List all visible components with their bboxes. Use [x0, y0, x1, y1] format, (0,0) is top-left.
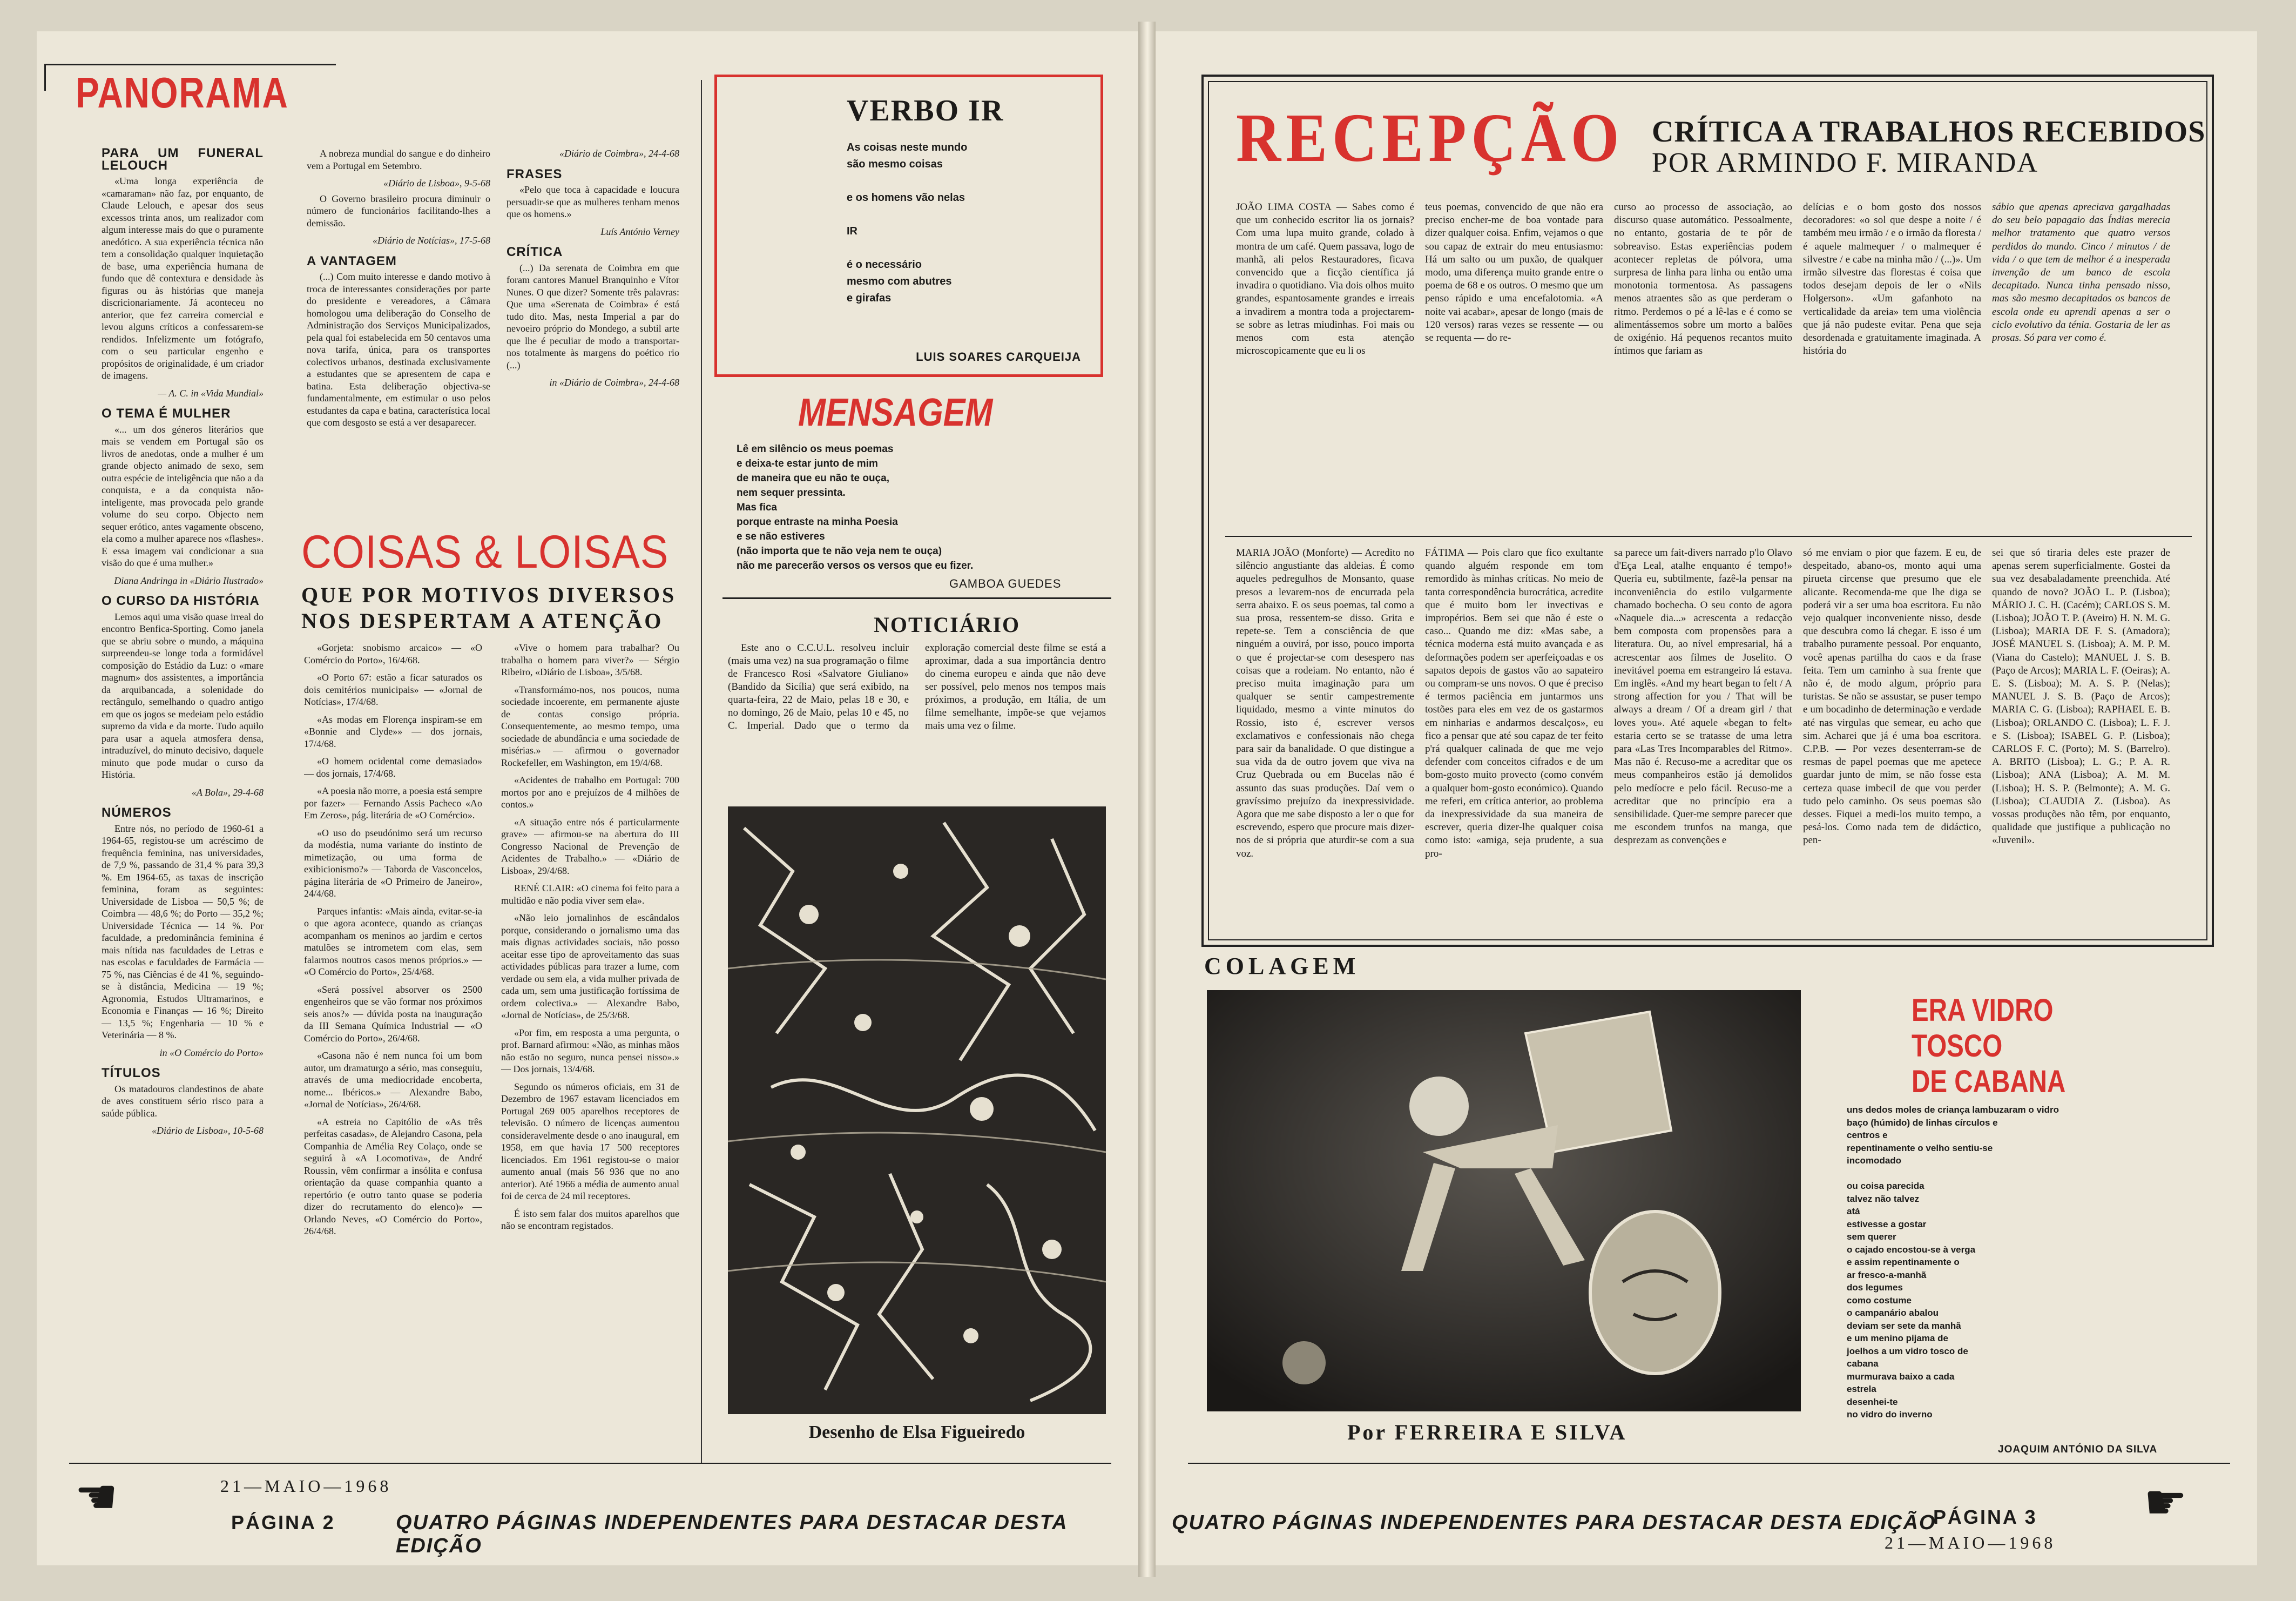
- coisas-loisas-column-2: [501, 642, 679, 1468]
- critica-reply-column-4: só me enviam o pior que fazem. E eu, de despeitado, abano-os, monto aqui uma pirueta circense que presumo que ele alicante. Recomenda-me que lhe diga se poderá vir a ser uma boa escritora. Eu não vejo qualquer inconveniente nisso, desde que descubra como lá chegar. E isso é um trabalho puramente pessoal. Por enquanto, você apenas partilha do caos e da frase feita. Tem um caminho à sua frente que não é, de modo algum, próprio para turistas. Se não se assustar, se puser tempo e um bocadinho de determinação e verdade até nas virgulas que semear, eu acho que sim. Acharei que já é uma boa escritora. C.P.B. — Por vezes desenterram-se de resmas de papel poemas que me apetece guardar junto de mim, se não fosse esta certeza quase imbecil de que vou perder tudo pelo caminho. Os seus poemas são desses. Fiquei a medi-los muito tempo, a pesá-los. Como nada tem de didáctico, pen-: [1803, 547, 1981, 846]
- panorama-column-2: [307, 147, 490, 504]
- mensagem-title: MENSAGEM: [798, 391, 993, 434]
- coisas-loisas-title: COISAS & LOISAS: [301, 526, 669, 578]
- panorama-column-1: [102, 147, 264, 1460]
- section-source: Diana Andringa in «Diário Ilustrado»: [114, 575, 264, 586]
- drawing-caption: Desenho de Elsa Figueiredo: [808, 1422, 1025, 1442]
- era-vidro-title-line: DE CABANA: [1912, 1064, 2066, 1099]
- section-title: A VANTAGEM: [307, 253, 397, 268]
- section-text: Os matadouros clandestinos de abate de aves constituem sério risco para a saúde pública.: [102, 1083, 264, 1119]
- quote-item: «A estreia no Capitólio de «As três perfeitas casadas», de Alejandro Casona, pela Companhia de Amélia Rey Colaço, onde se seguirá à «A Locomotiva», de André Roussin, vêm confirmar a insólita e confusa orientação da quase companhia quanto a repertório (e outro tanto quase se poderia dizer do recrutamento do elenco)» — Orlando Neves, «O Comércio do Porto», 26/4/68.: [304, 1116, 482, 1236]
- era-vidro-poem: uns dedos moles de criança lambuzaram o vidro baço (húmido) de linhas círculos e centros e repentinamente o velho sentiu-se incomodado ou coisa parecida talvez não talvez atá estivesse a gostar sem querer o cajado encostou-se à verga e assim repentinamente o ar fresco-a-manhã dos legumes como costume o campanário abalou deviam ser sete da manhã e um menino pijama de joelhos a um vidro tosco de cabana murmurava baixo a cada estrela desenhei-te no vidro do inverno: [1847, 1105, 2059, 1420]
- divider: [44, 64, 336, 65]
- section-source: in «Diário de Coimbra», 24-4-68: [549, 377, 679, 388]
- section-text: (...) Da serenata de Coimbra em que foram cantores Manuel Branquinho e Vítor Nunes. O que dizer? Somente três palavras: Que uma «Serenata de Coimbra» é está tudo dito. Mas, nesta Imperial a par do nevoeiro próprio do Mondego, a subtil arte que lhe é peculiar de modo a transportar-nos totalmente às margens do poético rio (...): [507, 262, 679, 371]
- quote-item: «Transformámo-nos, nos poucos, numa sociedade incoerente, em permanente ajuste de contas consigo própria. Consequentemente, ao mesmo tempo, uma sociedade de abundância e uma sociedade de misérias.» — afirmou o governador Rockefeller, em Washington, em 19/4/68.: [501, 684, 679, 768]
- item-source: «Diário de Notícias», 17-5-68: [373, 235, 490, 246]
- coisas-loisas-subtitle: QUE POR MOTIVOS DIVERSOS: [301, 583, 677, 607]
- critica-reply-column-3: sa parece um fait-divers narrado p'lo Olavo d'Eça Leal, atalhe enquanto é tempo!» Queria eu, subtilmente, fazê-la pensar na inconveniência do estilo vulgarmente chamado bochecha. O seu conto de agora «Naquele dia...» acrescenta a redacção bem composta com propensões para a literatura. Ou, ao nível empresarial, há a acrescentar aos filmes de Joselito. O inevitável poema em estrangeiro lá estava. Em inglês. «And my heart began to felt / A strong affection for you / That will be always a dream / Of a dream girl / that loves you». Até aquele «began to felt» estaria certo se se tratasse de uma letra para «Las Tres Incomparables del Ritmo». Mas não é. Recuso-me a acreditar que os meus companheiros estão já demolidos pelo medíocre e pelo fácil. Recuso-me a acreditar que no princípio era a sensibilidade. Quer-me sempre parecer que me escondem trunfos na manga, que desprezam as convenções e: [1614, 547, 1792, 846]
- section-source: — A. C. in «Vida Mundial»: [158, 387, 264, 399]
- item-text: O Governo brasileiro procura diminuir o número de funcionários facilitando-lhes a demissão.: [307, 193, 490, 228]
- quote-item: É isto sem falar dos muitos aparelhos que não se encontram registados.: [501, 1208, 679, 1231]
- recepcao-title: RECEPÇÃO: [1236, 99, 1624, 176]
- issue-date: 21—MAIO—1968: [220, 1476, 392, 1496]
- divider: [1188, 1463, 2230, 1464]
- section-text: Entre nós, no período de 1960-61 a 1964-65, registou-se um acréscimo de frequência feminina, nas universidades, de 7,9 %, passando de 31,4 % para 39,3 %. Em 1964-65, as taxas de inscrição feminina, foram as seguintes: Universidade de Lisboa — 50,5 %; de Coimbra — 48,6 %; do Porto — 35,2 %; Universidade Técnica — 14 %. Por faculdade, a predominância feminina é mais nítida nas faculdades de Letras e nas escolas e faculdades de Farmácia — 75 %, nas Ciências é de 41 %, seguindo-se à distância, Medicina — 19 %; Agronomia, Estudos Ultramarinos, e Economia e Finanças — 16 %; Direito — 13,5 %; Engenharia — 10 % e Veterinária — 8 %.: [102, 823, 264, 1040]
- recepcao-box: [1201, 75, 2214, 947]
- section-title: PARA UM FUNERAL LELOUCH: [102, 147, 264, 173]
- quote-item: «O Porto 67: estão a ficar saturados os dois cemitérios municipais» — «Jornal de Notícias», 17/4/68.: [304, 672, 482, 707]
- quote-item: Segundo os números oficiais, em 31 de Dezembro de 1967 estavam licenciados em Portugal 269 005 aparelhos receptores de televisão. O número de licenças aumentou consideravelmente desde o ano inaugural, em 1958, em que havia 17 500 receptores licenciados. Em 1961 registou-se o maior aumento anual (mais 56 936 que no ano anterior). Até 1966 a média de aumento anual foi de cerca de 24 mil receptores.: [501, 1081, 679, 1201]
- panorama-column-3: [507, 147, 679, 504]
- coisas-loisas-subtitle: NOS DESPERTAM A ATENÇÃO: [301, 609, 664, 633]
- divider: [69, 1463, 1111, 1464]
- noticiario-title: NOTICIÁRIO: [874, 613, 1021, 637]
- quote-item: «A situação entre nós é particularmente grave» — afirmou-se na abertura do III Congresso Nacional de Prevenção de Acidentes de Trabalho.» — «Diário de Lisboa», 29/4/68.: [501, 816, 679, 876]
- era-vidro-title-line: ERA VIDRO: [1912, 993, 2054, 1028]
- pointing-hand-icon: ☚: [75, 1471, 118, 1524]
- section-text: «Uma longa experiência de «camaraman» não faz, por enquanto, de Claude Lelouch, e apesar dos seus excessos trinta anos, um realizador com algum interesse mais do que o puramente anedótico. A sua experiência técnica não tem a consolidação qualquer inquietação de base, uma experiência humana de fundo que dê contextura e densidade às figuras ou às histórias que maneja discricionariamente. Já aconteceu no anterior, que fez carreira comercial e levou alguns críticos a confessarem-se rendidos. Infelizmente um fotógrafo, com o seu particular engenho e propósitos de originalidade, é um criador de imagens.: [102, 176, 264, 381]
- section-source: «A Bola», 29-4-68: [191, 786, 264, 798]
- verbo-ir-box: [714, 75, 1103, 377]
- section-text: Lemos aqui uma visão quase irreal do encontro Benfica-Sporting. Como janela que se abriu sobre o mundo, a máquina surpreendeu-se longe toda a formidável composição do Estádio da Luz: o «mare magnum» dos assistentes, a importância da arquibancada, a solenidade do rectângulo, semelhando o quadro antigo em que os jogos se medeiam pelo estádio supremo da vida e da morte. Tudo aquilo para usar a aquela atmosfera densa, intraduzível, do minuto decisivo, daquele minuto que pode mudar o curso da História.: [102, 611, 264, 780]
- divider: [44, 64, 46, 91]
- quote-item: «Por fim, em resposta a uma pergunta, o prof. Barnard afirmou: «Não, as minhas mãos não estão no seguro, nunca pensei nisso».» — Dos jornais, 13/4/68.: [501, 1027, 679, 1074]
- critica-reply-column-2: FÁTIMA — Pois claro que fico exultante quando alguém responde em tom remordido às minhas críticas. No meio de tanta correspondência burocrática, acredite que é muito bom ler invectivas e impropérios. Bem sei que não é este o caso... Quando me diz: «Mas sabe, a técnica moderna está muito avançada e as deformações podem ser aperfeiçoadas e os sapatos depois de gastos vão ao sapateiro ou compram-se uns novos. O que é preciso é termos paciência em juntarmos uns tostões para eles em vez de os gastarmos em ninharias e andarmos descalços», eu fico a pensar que até sou capaz de ter feito p'rá qualquer calinada de que me vejo defender com conceitos cifrados e de um bom-gosto muito provecto (como convém a qualquer bom-gosto económico). Quando me referi, em crítica anterior, ao problema da inexpressividade da sua maneira de escrever, queria dizer-lhe qualquer coisa como isto: «amiga, seja prudente, a sua pro-: [1425, 547, 1603, 859]
- woodcut-illustration: [728, 806, 1106, 1414]
- era-vidro-title-line: TOSCO: [1912, 1028, 2003, 1064]
- critica-column-5: sábio que apenas apreciava gargalhadas do seu belo papagaio das Índias merecia melhor tratamento que quatro versos perdidos do mundo. Cinco / minutos / de vida / o que tem de melhor é a inesperada invenção de um banco de escola decapitado. Nunca tinha pensado nisso, mas são mesmo decapitados os bancos de escola onde eu aprendi apenas a ser o ciclo evolutivo da ténia. Gostaria de ler as prosas. Só para ver como é.: [1992, 201, 2170, 344]
- critica-column-1: JOÃO LIMA COSTA — Sabes como é que um conhecido escritor lia os jornais? Com uma lupa muito grande, colado à montra de um café. Quem passava, logo de manhã, ali pelos Restauradores, ficava convencido que a ficção científica já invadira o quotidiano. Via dois olhos muito grandes, espantosamente grandes e irreais a invadirem a montra toda a projectarem-se sobre as letras miudinhas. Foi mais ou menos com esta atenção microscopicamente que eu li os: [1236, 201, 1414, 357]
- verbo-ir-title: VERBO IR: [847, 94, 1004, 127]
- era-vidro-author: JOAQUIM ANTÓNIO DA SILVA: [1998, 1444, 2158, 1455]
- noticiario-text: [728, 642, 1106, 804]
- section-text: «Pelo que toca à capacidade e loucura persuadir-se que as mulheres tenham menos que os homens.»: [507, 184, 679, 219]
- footer-tagline: QUATRO PÁGINAS INDEPENDENTES PARA DESTACAR DESTA EDIÇÃO: [1172, 1511, 1936, 1534]
- panorama-header: [44, 64, 336, 117]
- panorama-title: PANORAMA: [76, 69, 289, 117]
- quote-item: «O homem ocidental come demasiado» — dos jornais, 17/4/68.: [304, 756, 482, 779]
- divider: [1225, 536, 2192, 537]
- colagem-artwork: [1207, 990, 1801, 1411]
- critica-column-4: delícias e o bom gosto dos nossos decoradores: «o sol que despe a noite / é também meu irmão / e o irmão da floresta / é aquele malmequer / o malmequer é silvestre / e cabe na minha mão / (...)». Um irmão silvestre das florestas é coisa que todos desejam depois de ler o «Nils Holgerson». «Um gafanhoto na verticalidade da areia» tem uma violência que já não pudeste evitar. Pena que seja desordenada e gratuitamente imaginada. A história do: [1803, 201, 1981, 357]
- mensagem-author: GAMBOA GUEDES: [949, 577, 1062, 590]
- page-number: PÁGINA 2: [231, 1511, 335, 1533]
- pointing-hand-icon: ☛: [2144, 1476, 2187, 1530]
- item-source: «Diário de Lisboa», 9-5-68: [383, 178, 490, 189]
- page-2: [37, 31, 1138, 1565]
- critica-column-3: curso ao processo de associação, ao discurso quase automático. Pessoalmente, no entanto, gostaria de te pôr de sobreaviso. Estas experiências podem acontecer repletas de pólvora, uma surpresa de linha para linha ou então uma monotonia tormentosa. As passagens menos atraentes são as que perderam o ritmo. Perdemos o pé a lê-las e é como se alimentássemos sobre um morto a balões de oxigénio. Há pequenos recantos muito íntimos que fariam as: [1614, 201, 1792, 357]
- item-text: A nobreza mundial do sangue e do dinheiro vem a Portugal em Setembro.: [307, 148, 490, 171]
- noticiario-paragraph: Este ano o C.C.U.L. resolveu incluir (mais uma vez) na sua programação o filme de Francesco Rosi «Salvatore Giuliano» (Bandido da Sicília) que será exibido, na quarta-feira, 22 de Maio, pelas 18 e 30, e no domingo, 26 de Maio, pelas 10 e 45, no C. Imperial. Dado que o termo da exploração comercial deste filme se está a aproximar, dada a sua importância dentro do cinema europeu e ainda que não deve ser possível, pelo menos nos tempos mais próximos, a produção, em Itália, de um filme semelhante, impõe-se que vejamos mais uma vez o filme.: [728, 642, 1106, 731]
- section-text: (...) Com muito interesse e dando motivo à troca de interessantes considerações por parte do presidente e vereadores, a Câmara homologou uma deliberação do Conselho de Administração dos Serviços Municipalizados, pela qual foi estabelecida em 50 centavos uma nova tarifa, única, para os transportes colectivos urbanos, destinada exclusivamente a estudantes que se apresentem de capa e batina. Esta deliberação objectiva-se fundamentalmente, em estimular o uso pelos estudantes da capa e batina, característica local que com desgosto se está a ver desaparecer.: [307, 271, 490, 428]
- spine-gutter: [1138, 22, 1156, 1577]
- verbo-ir-poem: As coisas neste mundo são mesmo coisas e os homens vão nelas IR é o necessário mesmo com abutres e girafas: [847, 142, 968, 304]
- critica-reply-column-5: sei que só tiraria deles este prazer de apenas serem superficialmente. Gostei da sua vez desabaladamente preenchida. Até quando de novo? JOÃO L. P. (Lisboa); MÁRIO J. C. H. (Cacém); CARLOS S. M. (Lisboa); JOÃO T. P. (Aveiro) H. N. M. G. (Lisboa); MARIA DE F. S. (Amadora); JOSÉ MANUEL S. (Lisboa); A. M. P. M. (Viana do Castelo); MANUEL J. S. B. (Paço de Arcos); MARIA L. F. (Oeiras); A. E. S. (Lisboa); M. A. S. P. (Nelas); MANUEL J. S. B. (Paço de Arcos); MARIA C. G. (Lisboa); RAPHAEL E. B. (Lisboa); ORLANDO C. (Lisboa); L. F. J. e S. (Lisboa); ISABEL G. P. (Lisboa); CARLOS F. C. (Porto); M. S. (Barrelro). A. BRITO (Lisboa); L. G.; P. A. R. (Lisboa); ANA (Lisboa); A. M. M. (Lisboa); H. S. P. (Belmonte); A. M. G. (Lisboa); CLAUDIA Z. (Lisboa). As vossas produções não têm, por enquanto, qualidade que justifique a publicação no «Juvenil».: [1992, 547, 2170, 846]
- drawing-elsa-figueiredo: [728, 806, 1106, 1414]
- page-3: [1156, 31, 2257, 1565]
- quote-item: «Vive o homem para trabalhar? Ou trabalha o homem para viver?» — Sérgio Ribeiro, «Diário de Lisboa», 3/5/68.: [501, 642, 679, 677]
- quote-item: «Não leio jornalinhos de escândalos porque, considerando o jornalismo uma das mais dignas actividades sociais, não posso aceitar esse tipo de aproveitamento das suas actividades públicas para trazer a lume, com verdade ou sem ela, a vida mulher privada de cada um, sem uma justificação fortíssima de ordem colectiva.» — Alexandre Babo, «Jornal de Notícias», de 25/3/68.: [501, 912, 679, 1020]
- critica-heading: CRÍTICA A TRABALHOS RECEBIDOS: [1652, 115, 2206, 149]
- section-title: NÚMEROS: [102, 805, 172, 820]
- verbo-ir-author: LUIS SOARES CARQUEIJA: [916, 350, 1081, 364]
- column-rule: [701, 80, 702, 1463]
- quote-item: «Será possível absorver os 2500 engenheiros que se vão formar nos próximos seis anos?» — dúvida posta na inauguração da III Semana Química Industrial — «O Comércio do Porto», 26/4/68.: [304, 984, 482, 1044]
- quote-item: RENÉ CLAIR: «O cinema foi feito para a multidão e não podia viver sem ela».: [501, 883, 679, 906]
- section-title: CRÍTICA: [507, 245, 563, 259]
- section-source: in «O Comércio do Porto»: [159, 1047, 264, 1058]
- critica-author: POR ARMINDO F. MIRANDA: [1652, 147, 2038, 178]
- quote-item: Parques infantis: «Mais ainda, evitar-se-ia o que agora acontece, quando as crianças acompanham os meninos ao jardim e certos matulões se intrometem com elas, sem falarmos noutros casos menos próprios.» — «O Comércio do Porto», 25/4/68.: [304, 905, 482, 977]
- era-vidro-title: [1912, 993, 2065, 1100]
- quote-item: «A poesia não morre, a poesia está sempre por fazer» — Fernando Assis Pacheco «Ao Em Zeros», pág. literária de «O Comércio».: [304, 785, 482, 820]
- quote-item: «Acidentes de trabalho em Portugal: 700 mortos por ano e prejuízos de 4 milhões de contos.»: [501, 775, 679, 810]
- section-source: «Diário de Lisboa», 10-5-68: [152, 1125, 264, 1136]
- collage-illustration: [1207, 990, 1801, 1411]
- colagem-caption: Por FERREIRA E SILVA: [1347, 1420, 1628, 1444]
- footer-tagline: QUATRO PÁGINAS INDEPENDENTES PARA DESTACAR DESTA EDIÇÃO: [396, 1511, 1068, 1557]
- issue-date: 21—MAIO—1968: [1885, 1533, 2056, 1552]
- critica-column-2: teus poemas, convencido de que não era preciso encher-me de boa vontade para dizer qualquer coisa. Enfim, vejamos o que sou capaz de extrair do meu entusiasmo: Há um salto ou um puxão, de qualquer modo, uma diferença muito grande entre o poema de 68 e os outros. O mesmo que um penso rápido e uma encefalotomia. «A noite vai acabar», apesar de longo (mais de 120 versos) raras vezes se ressente — ou se requenta — do re-: [1425, 201, 1603, 344]
- divider: [722, 597, 1111, 599]
- coisas-loisas-column-1: [304, 642, 482, 1468]
- critica-reply-column-1: MARIA JOÃO (Monforte) — Acredito no silêncio angustiante das aldeias. É como aqueles pedregulhos de Monsanto, quase presos a levarem-nos de encurrada pela serra abaixo. E os seus poemas, tal como a sua prosa, ressentem-se disso. Grita e repete-se. Tem a consciência de que ninguém a ouvirá, por isso, pouco importa o que é projectar-se com desespero nas coisas que a rodeiam. No entanto, não é preciso muita imaginação para um qualquer se sentir campestremente liquidado, mesmo a vinte minutos do Rossio, isto é, escrever versos exclamativos e confessionais não chega para sair da banalidade. O que distingue a sua vida da de outro jovem que viva na Cruz Quebrada ou em Bucelas não é assunto das suas produções. Daí vem o gravíssimo prejuízo da inexpressividade. Agora que me sabe disposto a ler o que for escrevendo, espero que procure mais dizer-nos de si própria que aturdir-se com a sua voz.: [1236, 547, 1414, 859]
- mensagem-poem: Lê em silêncio os meus poemas e deixa-te estar junto de mim de maneira que eu não te ouça, nem sequer pressinta. Mas fica porque entraste na minha Poesia e se não estiveres (não importa que te não veja nem te ouça) não me parecerão versos os versos que eu fizer.: [737, 443, 974, 571]
- section-title: O CURSO DA HISTÓRIA: [102, 594, 260, 608]
- section-title: O TEMA É MULHER: [102, 406, 231, 421]
- section-text: «... um dos géneros literários que mais se vendem em Portugal são os livros de anedotas, onde a mulher é um grande objecto animado de sexo, sem outra espécie de inteligência que não a da conquista, e a da conquista não-inteligente, mas provocada pelo grande volume do seu corpo. Objecto nem sequer erótico, antes vagamente obsceno, ela como a mulher aparece nos «flashes». E essa imagem vai condicionar a sua visão do que é uma mulher.»: [102, 423, 264, 568]
- section-title: FRASES: [507, 166, 563, 181]
- colagem-title: COLAGEM: [1204, 953, 1360, 979]
- section-source: «Diário de Coimbra», 24-4-68: [559, 148, 679, 159]
- section-title: TÍTULOS: [102, 1066, 161, 1080]
- section-source: Luís António Verney: [600, 226, 679, 237]
- quote-item: «O uso do pseudónimo será um recurso da modéstia, numa variante do instinto de mimetização, ou uma forma de exibicionismo?» — Taborda de Vasconcelos, página literária de «O Primeiro de Janeiro», 24/4/68.: [304, 827, 482, 899]
- quote-item: «Gorjeta: snobismo arcaico» — «O Comércio do Porto», 16/4/68.: [304, 642, 482, 665]
- page-number: PÁGINA 3: [1933, 1506, 2037, 1528]
- quote-item: «Casona não é nem nunca foi um bom autor, um dramaturgo a sério, mas conseguiu, através de uma mediocridade encoberta, nome... Ibéricos.» — Alexandre Babo, «Jornal de Notícias», 26/4/68.: [304, 1050, 482, 1109]
- quote-item: «As modas em Florença inspiram-se em «Bonnie and Clyde»» — dos jornais, 17/4/68.: [304, 714, 482, 749]
